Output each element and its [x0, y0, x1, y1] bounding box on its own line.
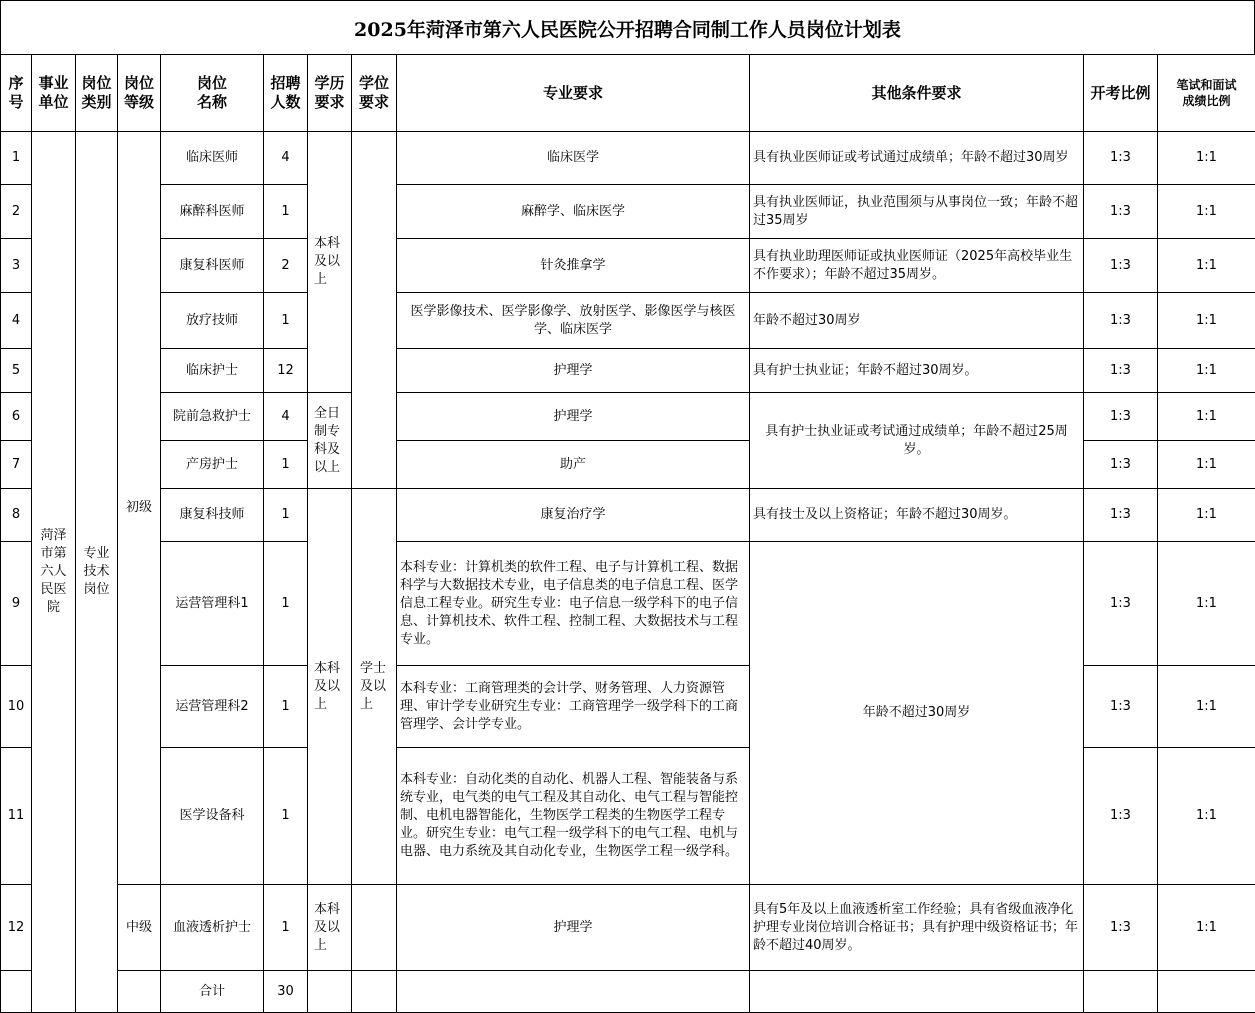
score-ratio: 1:1	[1158, 239, 1255, 293]
post-name: 产房护士	[161, 441, 264, 489]
row-index: 11	[1, 748, 32, 885]
recruitment-table	[0, 54, 1255, 1013]
post-count: 2	[264, 239, 308, 293]
exam-ratio: 1:3	[1084, 393, 1158, 441]
other-requirement: 年龄不超过30周岁	[750, 293, 1084, 349]
post-count: 1	[264, 293, 308, 349]
post-count: 1	[264, 441, 308, 489]
major-requirement: 护理学	[397, 393, 750, 441]
other-requirement: 具有执业医师证，执业范围须与从事岗位一致；年龄不超过35周岁	[750, 185, 1084, 239]
exam-ratio: 1:3	[1084, 293, 1158, 349]
row-index: 3	[1, 239, 32, 293]
post-count: 1	[264, 185, 308, 239]
other-requirement: 具有5年及以上血液透析室工作经验；具有省级血液净化护理专业岗位培训合格证书；具有护理中级资格证书；年龄不超过40周岁。	[750, 885, 1084, 971]
table-row	[1, 393, 1255, 441]
header-ratio: 开考比例	[1084, 55, 1158, 132]
score-ratio: 1:1	[1158, 441, 1255, 489]
education-bachelor: 本科及以上	[308, 132, 352, 393]
header-post-type: 岗位类别	[76, 55, 118, 132]
post-name: 麻醉科医师	[161, 185, 264, 239]
other-requirement-age30: 年龄不超过30周岁	[750, 542, 1084, 885]
total-empty	[308, 971, 352, 1013]
post-count: 1	[264, 666, 308, 748]
table-row	[1, 885, 1255, 971]
major-requirement: 护理学	[397, 885, 750, 971]
score-ratio: 1:1	[1158, 293, 1255, 349]
other-requirement-nurse: 具有护士执业证或考试通过成绩单；年龄不超过25周岁。	[750, 393, 1084, 489]
major-requirement: 护理学	[397, 349, 750, 393]
post-level-middle: 中级	[118, 885, 161, 971]
score-ratio: 1:1	[1158, 489, 1255, 542]
post-count: 1	[264, 542, 308, 666]
total-index-empty	[1, 971, 32, 1013]
score-ratio: 1:1	[1158, 393, 1255, 441]
education-fulltime-college: 全日制专科及以上	[308, 393, 352, 489]
post-name: 运营管理科1	[161, 542, 264, 666]
table-row	[1, 489, 1255, 542]
post-name: 院前急救护士	[161, 393, 264, 441]
score-ratio: 1:1	[1158, 748, 1255, 885]
exam-ratio: 1:3	[1084, 885, 1158, 971]
degree-empty	[352, 885, 397, 971]
table-row	[1, 349, 1255, 393]
post-name: 康复科医师	[161, 239, 264, 293]
post-name: 临床护士	[161, 349, 264, 393]
exam-ratio: 1:3	[1084, 489, 1158, 542]
total-empty	[1084, 971, 1158, 1013]
row-index: 2	[1, 185, 32, 239]
header-score-ratio: 笔试和面试成绩比例	[1158, 55, 1255, 132]
row-index: 7	[1, 441, 32, 489]
post-count: 4	[264, 393, 308, 441]
table-row	[1, 542, 1255, 666]
education-bachelor: 本科及以上	[308, 885, 352, 971]
post-type-cell: 专业技术岗位	[76, 132, 118, 1013]
row-index: 10	[1, 666, 32, 748]
post-name: 放疗技师	[161, 293, 264, 349]
total-count: 30	[264, 971, 308, 1013]
total-level-empty	[118, 971, 161, 1013]
exam-ratio: 1:3	[1084, 349, 1158, 393]
education-bachelor: 本科及以上	[308, 489, 352, 885]
post-count: 12	[264, 349, 308, 393]
other-requirement: 具有技士及以上资格证；年龄不超过30周岁。	[750, 489, 1084, 542]
major-requirement: 医学影像技术、医学影像学、放射医学、影像医学与核医学、临床医学	[397, 293, 750, 349]
header-row	[1, 55, 1255, 132]
major-requirement: 麻醉学、临床医学	[397, 185, 750, 239]
header-unit: 事业单位	[32, 55, 76, 132]
major-requirement: 本科专业：自动化类的自动化、机器人工程、智能装备与系统专业，电气类的电气工程及其自动化、电气工程与智能控制、电机电器智能化，生物医学工程类的生物医学工程专业。研究生专业：电气工程一级学科下的电气工程、电机与电器、电力系统及其自动化专业，生物医学工程一级学科。	[397, 748, 750, 885]
exam-ratio: 1:3	[1084, 239, 1158, 293]
post-name: 康复科技师	[161, 489, 264, 542]
row-index: 1	[1, 132, 32, 185]
row-index: 4	[1, 293, 32, 349]
row-index: 12	[1, 885, 32, 971]
score-ratio: 1:1	[1158, 542, 1255, 666]
post-count: 4	[264, 132, 308, 185]
exam-ratio: 1:3	[1084, 748, 1158, 885]
score-ratio: 1:1	[1158, 666, 1255, 748]
row-index: 9	[1, 542, 32, 666]
table-row	[1, 239, 1255, 293]
major-requirement: 康复治疗学	[397, 489, 750, 542]
post-level-junior: 初级	[118, 132, 161, 885]
header-index: 序号	[1, 55, 32, 132]
major-requirement: 针灸推拿学	[397, 239, 750, 293]
header-degree: 学位要求	[352, 55, 397, 132]
major-requirement: 本科专业：计算机类的软件工程、电子与计算机工程、数据科学与大数据技术专业，电子信息类的电子信息工程、医学信息工程专业。研究生专业：电子信息一级学科下的电子信息、计算机技术、软件工程、控制工程、大数据技术与工程专业。	[397, 542, 750, 666]
other-requirement: 具有执业医师证或考试通过成绩单；年龄不超过30周岁	[750, 132, 1084, 185]
table-row	[1, 132, 1255, 185]
total-empty	[397, 971, 750, 1013]
post-name: 血液透析护士	[161, 885, 264, 971]
table-row	[1, 185, 1255, 239]
other-requirement: 具有执业助理医师证或执业医师证（2025年高校毕业生不作要求）；年龄不超过35周岁。	[750, 239, 1084, 293]
row-index: 8	[1, 489, 32, 542]
header-post-level: 岗位等级	[118, 55, 161, 132]
post-name: 运营管理科2	[161, 666, 264, 748]
header-count: 招聘人数	[264, 55, 308, 132]
exam-ratio: 1:3	[1084, 441, 1158, 489]
major-requirement: 本科专业：工商管理类的会计学、财务管理、人力资源管理、审计学专业研究生专业：工商管理学一级学科下的工商管理学、会计学专业。	[397, 666, 750, 748]
row-index: 6	[1, 393, 32, 441]
post-name: 医学设备科	[161, 748, 264, 885]
total-row	[1, 971, 1255, 1013]
major-requirement: 临床医学	[397, 132, 750, 185]
score-ratio: 1:1	[1158, 185, 1255, 239]
exam-ratio: 1:3	[1084, 666, 1158, 748]
unit-cell: 菏泽市第六人民医院	[32, 132, 76, 1013]
total-empty	[352, 971, 397, 1013]
degree-empty	[352, 132, 397, 489]
other-requirement: 具有护士执业证；年龄不超过30周岁。	[750, 349, 1084, 393]
post-count: 1	[264, 885, 308, 971]
exam-ratio: 1:3	[1084, 542, 1158, 666]
exam-ratio: 1:3	[1084, 185, 1158, 239]
major-requirement: 助产	[397, 441, 750, 489]
score-ratio: 1:1	[1158, 132, 1255, 185]
post-count: 1	[264, 489, 308, 542]
post-count: 1	[264, 748, 308, 885]
header-education: 学历要求	[308, 55, 352, 132]
header-other: 其他条件要求	[750, 55, 1084, 132]
post-name: 临床医师	[161, 132, 264, 185]
score-ratio: 1:1	[1158, 349, 1255, 393]
degree-bachelor: 学士及以上	[352, 489, 397, 885]
exam-ratio: 1:3	[1084, 132, 1158, 185]
table-row	[1, 293, 1255, 349]
score-ratio: 1:1	[1158, 885, 1255, 971]
header-major: 专业要求	[397, 55, 750, 132]
row-index: 5	[1, 349, 32, 393]
total-empty	[1158, 971, 1255, 1013]
total-label: 合计	[161, 971, 264, 1013]
total-empty	[750, 971, 1084, 1013]
sheet-title: 2025年菏泽市第六人民医院公开招聘合同制工作人员岗位计划表	[0, 0, 1255, 54]
header-post-name: 岗位名称	[161, 55, 264, 132]
